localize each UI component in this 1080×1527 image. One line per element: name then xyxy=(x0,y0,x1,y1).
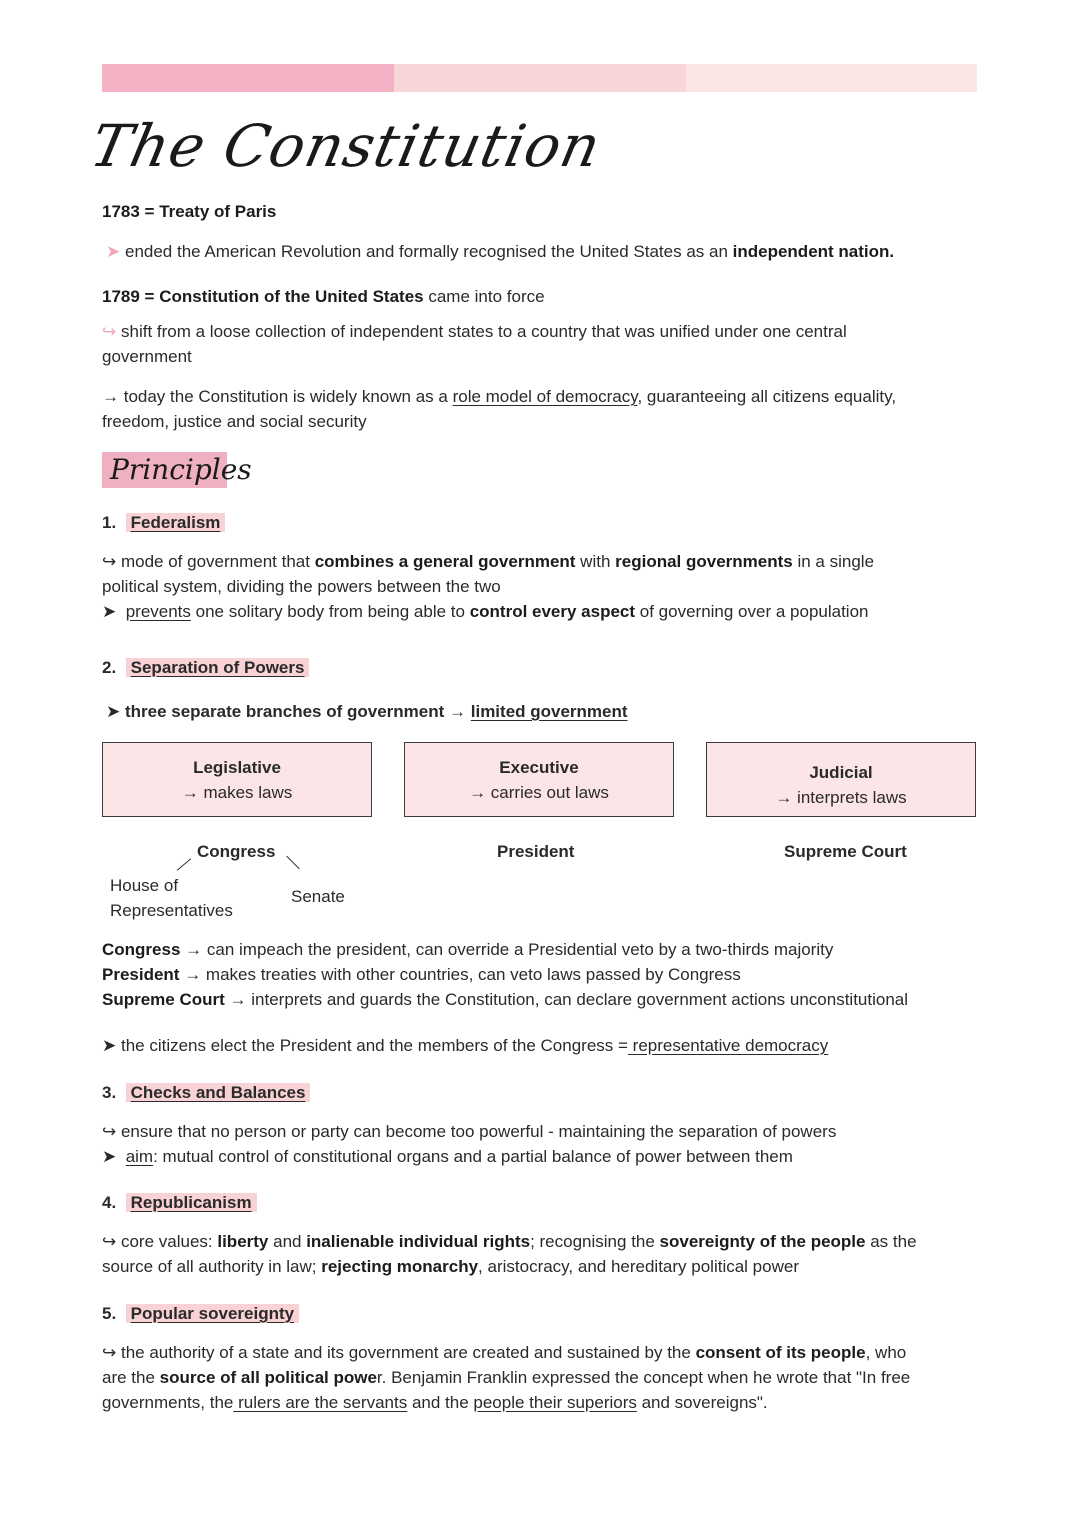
federalism-heading: 1. Federalism xyxy=(102,511,225,535)
checks-heading: 3. Checks and Balances xyxy=(102,1081,310,1105)
popular-text: ↪ the authority of a state and its government are created and sustained by the consent of its people, who are the source of all political power. Benjamin Franklin expressed the concept when he wrote that "In free governments, the rulers are the servants and the people their superiors and sovereigns". xyxy=(102,1343,911,1412)
connector-right xyxy=(286,856,299,869)
congress-label: Congress xyxy=(197,842,276,861)
intro-constitution: 1789 = Constitution of the United States came into force xyxy=(102,287,545,306)
representative-democracy: ➤ the citizens elect the President and the members of the Congress = representative democracy xyxy=(102,1036,829,1055)
federalism-text: ↪ mode of government that combines a general government with regional governments in a single political system, dividing the powers between the two ➤ prevents one solitary body from being able to control every aspect of governing over a population xyxy=(102,552,875,621)
header-band-1 xyxy=(102,64,394,92)
branch-executive: Executive → carries out laws xyxy=(404,742,674,817)
separation-sub: ➤ three separate branches of government → limited government xyxy=(106,702,628,721)
principles-heading: Principles xyxy=(102,452,227,488)
popular-heading: 5. Popular sovereignty xyxy=(102,1302,299,1326)
intro-today: → today the Constitution is widely known as a role model of democracy, guaranteeing all citizens equality, freedom, justice and social security xyxy=(102,387,897,431)
header-band-3 xyxy=(686,64,977,92)
house-label: House of Representatives xyxy=(110,876,233,920)
branch-powers: Congress → can impeach the president, can override a Presidential veto by a two-thirds majority President → makes treaties with other countries, can veto laws passed by Congress Supreme Court → interprets and guards the Constitution, can declare government actions unconstitutional xyxy=(102,940,909,1009)
senate-label: Senate xyxy=(291,887,345,906)
republicanism-text: ↪ core values: liberty and inalienable individual rights; recognising the sovereignty of the people as the source of all authority in law; rejecting monarchy, aristocracy, and hereditary political power xyxy=(102,1232,917,1276)
republicanism-heading: 4. Republicanism xyxy=(102,1191,257,1215)
checks-text: ↪ ensure that no person or party can become too powerful - maintaining the separation of powers ➤ aim: mutual control of constitutional organs and a partial balance of power between them xyxy=(102,1122,837,1166)
intro-revolution: ➤ ended the American Revolution and formally recognised the United States as an independent nation. xyxy=(106,242,895,261)
intro-treaty: 1783 = Treaty of Paris xyxy=(102,202,277,221)
connector-left xyxy=(177,858,191,870)
president-label: President xyxy=(497,842,575,861)
branch-judicial: Judicial → interprets laws xyxy=(706,742,976,817)
branch-legislative: Legislative → makes laws xyxy=(102,742,372,817)
page-title: The Constitution xyxy=(84,112,608,180)
intro-shift: ↪ shift from a loose collection of independent states to a country that was unified under one central government xyxy=(102,322,847,366)
supreme-court-label: Supreme Court xyxy=(784,842,907,861)
separation-heading: 2. Separation of Powers xyxy=(102,656,309,680)
header-band-2 xyxy=(394,64,686,92)
